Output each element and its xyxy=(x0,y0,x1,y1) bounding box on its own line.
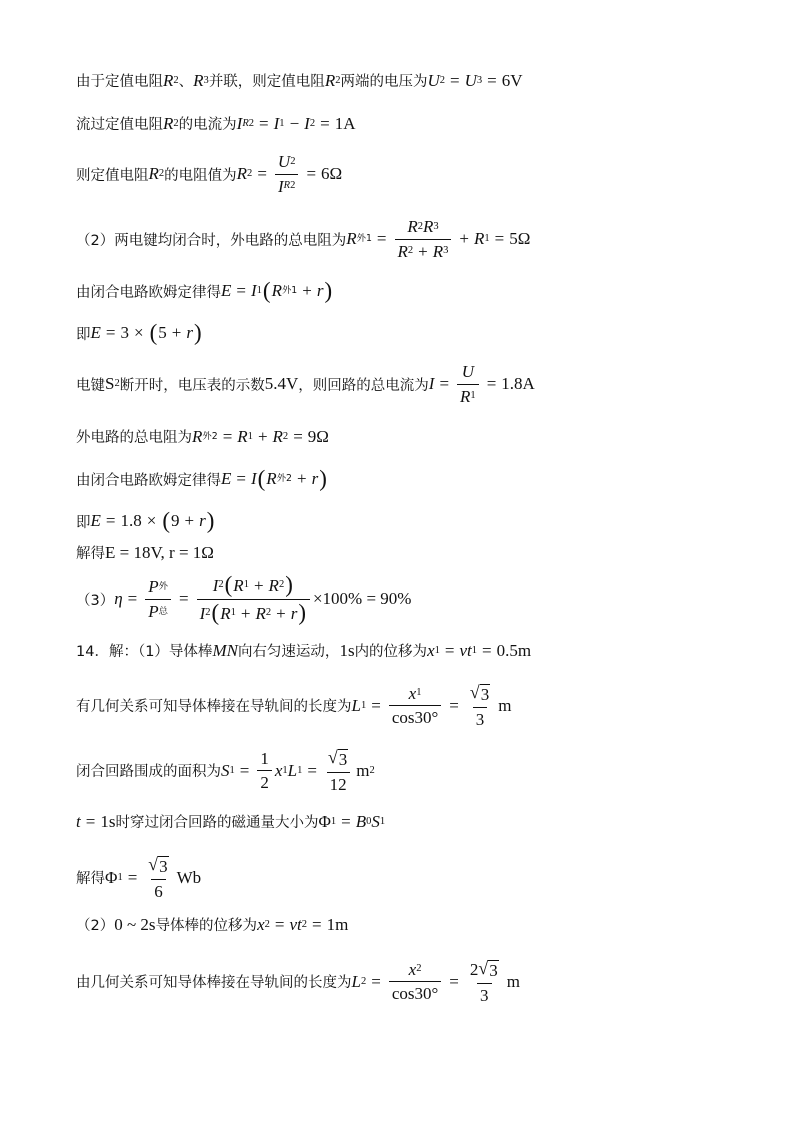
line-16: t = 1s 时穿过闭合回路的磁通量大小为 Φ 1 = B 0 S 1 xyxy=(76,811,386,831)
line-1: 由于定值电阻 R 2 、 R 3 并联，则定值电阻 R 2 两端的电压为 U 2 = U 3 = 6V xyxy=(76,70,523,90)
text: 断开时，电压表的示数 xyxy=(119,377,265,394)
text: 电键 xyxy=(76,377,105,394)
line-14: 有几何关系可知导体棒接在导轨间的长度为 L 1 = x 1 cos30° = √ 3 3 m xyxy=(76,682,512,729)
text: 两端的电压为 xyxy=(340,74,428,90)
line-12: （3） η = P 外 P 总 = I 2 ( R 1 + R 2 ) I 2 ( R 1 + R 2 + r ) ×100% = 90% xyxy=(76,572,412,625)
text: 内的位移为 xyxy=(354,644,428,660)
text: 闭合回路围成的面积为 xyxy=(76,764,221,781)
line-4: （2）两电键均闭合时，外电路的总电阻为 R 外1 = R 2 R 3 R 2 + R 3 + R 1 = 5Ω xyxy=(76,217,531,261)
unit: m xyxy=(498,695,512,715)
text: （2）两电键均闭合时，外电路的总电阻为 xyxy=(76,232,347,249)
line-6: 即 E = 3 × ( 5 + r ) xyxy=(76,320,202,345)
text: 向右匀速运动， xyxy=(237,644,340,660)
line-7: 电键 S 2 断开时，电压表的示数 5.4V ，则回路的总电流为 I = U R 1 = 1.8A xyxy=(76,362,535,406)
value: 1A xyxy=(334,113,356,133)
text: 流过定值电阻 xyxy=(76,117,163,133)
time-value: 1s xyxy=(339,640,355,660)
text: 有几何关系可知导体棒接在导轨间的长度为 xyxy=(76,699,352,716)
text: （2） xyxy=(76,918,115,934)
text: 时穿过闭合回路的磁通量大小为 xyxy=(115,815,319,831)
line-10: 即 E = 1.8 × ( 9 + r ) xyxy=(76,508,215,533)
line-2: 流过定值电阻 R 2 的电流为 I R2 = I 1 − I 2 = 1A xyxy=(76,113,356,133)
text: 即 xyxy=(76,326,91,343)
text: 由闭合电路欧姆定律得 xyxy=(76,284,221,301)
value: 0.5m xyxy=(496,640,532,660)
value: E = 18V, r = 1Ω xyxy=(105,542,214,562)
line-17: 解得 Φ 1 = √ 3 6 Wb xyxy=(76,854,202,901)
text: ，则回路的总电流为 xyxy=(298,377,429,394)
line-9: 由闭合电路欧姆定律得 E = I ( R 外2 + r ) xyxy=(76,466,327,491)
text: 的电阻值为 xyxy=(164,167,237,184)
text: 由于定值电阻 xyxy=(76,74,163,90)
text: （3） xyxy=(76,592,115,609)
text: 外电路的总电阻为 xyxy=(76,430,192,446)
text: 导体棒的位移为 xyxy=(155,918,258,934)
text: 解得 xyxy=(76,871,105,888)
value: 5Ω xyxy=(509,229,531,249)
text: 由几何关系可知导体棒接在导轨间的长度为 xyxy=(76,975,352,992)
text: 14．解：（1）导体棒 xyxy=(76,644,213,660)
line-5: 由闭合电路欧姆定律得 E = I 1 ( R 外1 + r ) xyxy=(76,278,333,303)
line-13: 14．解：（1）导体棒 MN 向右匀速运动， 1s 内的位移为 x 1 = vt 1 = 0.5m xyxy=(76,640,532,660)
text: 则定值电阻 xyxy=(76,167,149,184)
value: 9Ω xyxy=(307,426,329,446)
unit: Wb xyxy=(176,867,202,887)
line-19: 由几何关系可知导体棒接在导轨间的长度为 L 2 = x 2 cos30° = 2 √ 3 3 m xyxy=(76,958,520,1005)
text: 的电流为 xyxy=(178,117,237,133)
voltage-value: 5.4V xyxy=(264,374,299,394)
text: 即 xyxy=(76,514,91,531)
line-8: 外电路的总电阻为 R 外2 = R 1 + R 2 = 9Ω xyxy=(76,426,329,446)
value: 6V xyxy=(501,70,523,90)
line-18: （2） 0 ~ 2s 导体棒的位移为 x 2 = vt 2 = 1m xyxy=(76,914,349,934)
value: 6Ω xyxy=(321,164,343,184)
text: 、 xyxy=(178,74,194,90)
unit: m xyxy=(506,971,520,991)
value: ×100% = 90% xyxy=(312,589,412,609)
unit: m xyxy=(356,760,370,780)
line-11 xyxy=(76,542,760,563)
value: 1m xyxy=(326,914,349,934)
line-3: 则定值电阻 R 2 的电阻值为 R 2 = U 2 I R2 = 6Ω xyxy=(76,152,343,196)
time-range: 0 ~ 2s xyxy=(114,914,156,934)
text: 并联，则定值电阻 xyxy=(208,74,325,90)
text: 由闭合电路欧姆定律得 xyxy=(76,472,221,489)
value: 1.8A xyxy=(501,374,535,394)
text: 解得 xyxy=(76,546,105,562)
line-15: 闭合回路围成的面积为 S 1 = $\frac{1}{2}$ x 1 L 1 = √ 3 12 m 2 xyxy=(76,747,375,794)
